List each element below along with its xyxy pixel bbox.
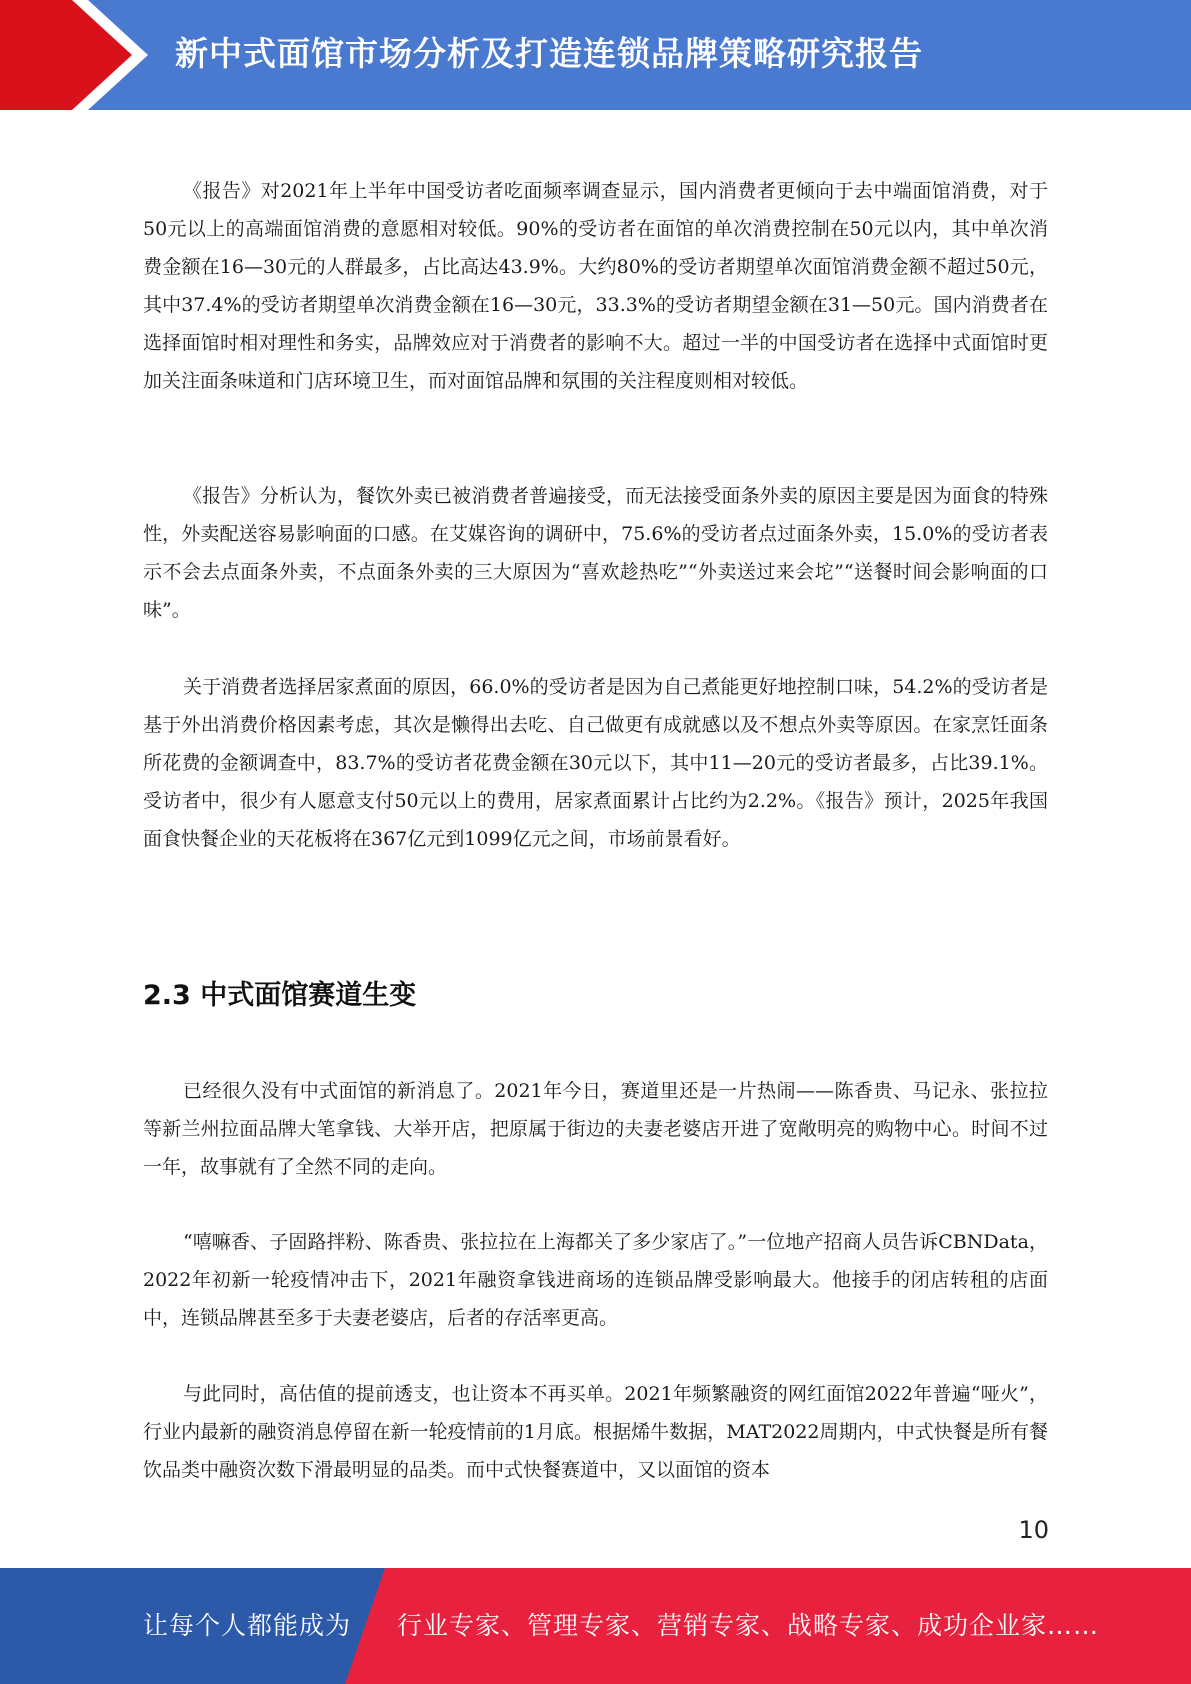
page-number: 10: [1018, 1516, 1049, 1544]
body-paragraph: 与此同时，高估值的提前透支，也让资本不再买单。2021年频繁融资的网红面馆2022年普遍“哑火”，行业内最新的融资消息停留在新一轮疫情前的1月底。根据烯牛数据，MAT2022周期内，中式快餐是所有餐饮品类中融资次数下滑最明显的品类。而中式快餐赛道中，又以面馆的资本: [143, 1383, 1048, 1481]
body-paragraph: 《报告》对2021年上半年中国受访者吃面频率调查显示，国内消费者更倾向于去中端面馆消费，对于50元以上的高端面馆消费的意愿相对较低。90%的受访者在面馆的单次消费控制在50元以内，其中单次消费金额在16—30元的人群最多，占比高达43.9%。大约80%的受访者期望单次面馆消费金额不超过50元，其中37.4%的受访者期望单次消费金额在16—30元，33.3%的受访者期望金额在31—50元。国内消费者在选择面馆时相对理性和务实，品牌效应对于消费者的影响不大。超过一半的中国受访者在选择中式面馆时更加关注面条味道和门店环境卫生，而对面馆品牌和氛围的关注程度则相对较低。: [143, 180, 1048, 392]
section-heading: 2.3 中式面馆赛道生变: [143, 980, 417, 1011]
document-title: 新中式面馆市场分析及打造连锁品牌策略研究报告: [175, 34, 923, 73]
body-paragraph: 已经很久没有中式面馆的新消息了。2021年今日，赛道里还是一片热闹——陈香贵、马记永、张拉拉等新兰州拉面品牌大笔拿钱、大举开店，把原属于街边的夫妻老婆店开进了宽敞明亮的购物中心。时间不过一年，故事就有了全然不同的走向。: [143, 1080, 1048, 1178]
body-paragraph: “嘻嘛香、子固路拌粉、陈香贵、张拉拉在上海都关了多少家店了。”一位地产招商人员告诉CBNData，2022年初新一轮疫情冲击下，2021年融资拿钱进商场的连锁品牌受影响最大。他接手的闭店转租的店面中，连锁品牌甚至多于夫妻老婆店，后者的存活率更高。: [143, 1231, 1048, 1329]
body-paragraph: 关于消费者选择居家煮面的原因，66.0%的受访者是因为自己煮能更好地控制口味，54.2%的受访者是基于外出消费价格因素考虑，其次是懒得出去吃、自己做更有成就感以及不想点外卖等原因。在家烹饪面条所花费的金额调查中，83.7%的受访者花费金额在30元以下，其中11—20元的受访者最多，占比39.1%。受访者中，很少有人愿意支付50元以上的费用，居家煮面累计占比约为2.2%。《报告》预计，2025年我国面食快餐企业的天花板将在367亿元到1099亿元之间，市场前景看好。: [143, 676, 1048, 850]
body-paragraph: 《报告》分析认为，餐饮外卖已被消费者普遍接受，而无法接受面条外卖的原因主要是因为面食的特殊性，外卖配送容易影响面的口感。在艾媒咨询的调研中，75.6%的受访者点过面条外卖，15.0%的受访者表示不会去点面条外卖，不点面条外卖的三大原因为“喜欢趁热吃”“外卖送过来会坨”“送餐时间会影响面的口味”。: [143, 485, 1048, 621]
footer-slogan-left: 让每个人都能成为: [143, 1611, 352, 1640]
page-header-band: [0, 0, 1191, 110]
footer-slogan-right: 行业专家、管理专家、营销专家、战略专家、成功企业家……: [397, 1611, 1100, 1640]
page-footer-band: [0, 1568, 1191, 1684]
